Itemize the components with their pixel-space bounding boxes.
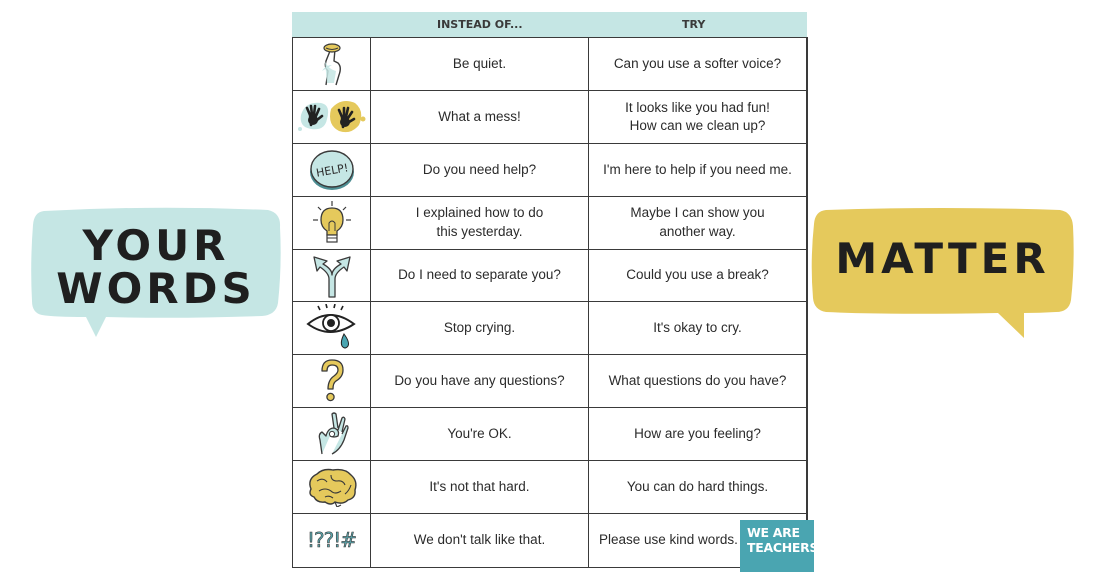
help-icon-text: HELP! <box>314 160 349 180</box>
try-cell: How are you feeling? <box>634 426 761 442</box>
instead-cell: Do you need help? <box>371 144 589 196</box>
phrase-table <box>292 12 807 566</box>
instead-cell: Stop crying. <box>371 302 589 354</box>
table-row <box>293 355 806 408</box>
symbols-icon-text: !??!# <box>306 528 357 553</box>
table-row <box>293 197 806 250</box>
split-arrows-icon <box>293 250 371 302</box>
table-grid <box>292 37 808 568</box>
try-cell: It's okay to cry. <box>653 320 742 336</box>
matter-text: MATTER <box>835 234 1050 283</box>
your-words-bubble <box>30 205 282 340</box>
try-cell: Can you use a softer voice? <box>613 55 782 71</box>
table-row <box>293 461 806 514</box>
header-instead-of: INSTEAD OF... <box>437 18 523 31</box>
instead-cell: What a mess! <box>371 91 589 143</box>
ok-hand-icon <box>293 408 371 460</box>
paint-handprints-icon <box>293 91 371 143</box>
instead-cell: You're OK. <box>371 408 589 460</box>
try-cell: What questions do you have? <box>608 373 787 389</box>
try-cell <box>589 197 806 249</box>
instead-cell <box>371 197 589 249</box>
finger-to-lips-icon <box>293 38 371 90</box>
crying-eye-icon <box>293 302 371 354</box>
try-cell-text: It looks like you had fun! How can we clean up? <box>625 99 770 133</box>
try-cell-text: Maybe I can show you another way. <box>630 205 765 239</box>
table-header <box>292 12 807 37</box>
table-row <box>293 514 806 567</box>
table-row <box>293 91 806 144</box>
try-cell <box>589 91 806 143</box>
table-row <box>293 38 806 91</box>
brain-icon <box>293 461 371 513</box>
try-cell: I'm here to help if you need me. <box>603 161 792 177</box>
brand-line1: WE ARE <box>747 525 800 540</box>
table-row <box>293 408 806 461</box>
your-words-line1: YOUR <box>82 221 230 270</box>
question-mark-icon <box>293 355 371 407</box>
try-cell-text: Please use kind words. <box>599 532 738 548</box>
instead-cell-text: I explained how to do this yesterday. <box>415 205 544 239</box>
lightbulb-icon <box>293 197 371 249</box>
matter-bubble <box>810 206 1075 342</box>
try-cell: Could you use a break? <box>626 267 769 283</box>
instead-cell: Do I need to separate you? <box>371 250 589 302</box>
we-are-teachers-logo <box>740 520 819 572</box>
table-row <box>293 302 806 355</box>
table-row <box>293 250 806 303</box>
try-cell: You can do hard things. <box>626 478 769 494</box>
your-words-line2: WORDS <box>56 263 256 313</box>
help-button-icon <box>293 144 371 196</box>
instead-cell: Be quiet. <box>371 38 589 90</box>
header-try: TRY <box>682 18 706 31</box>
symbols-icon <box>293 514 371 567</box>
instead-cell: Do you have any questions? <box>371 355 589 407</box>
your-words-text <box>30 221 282 313</box>
table-row <box>293 144 806 197</box>
instead-cell: It's not that hard. <box>371 461 589 513</box>
instead-cell: We don't talk like that. <box>371 514 589 567</box>
brand-line2: TEACHERS <box>747 539 819 555</box>
